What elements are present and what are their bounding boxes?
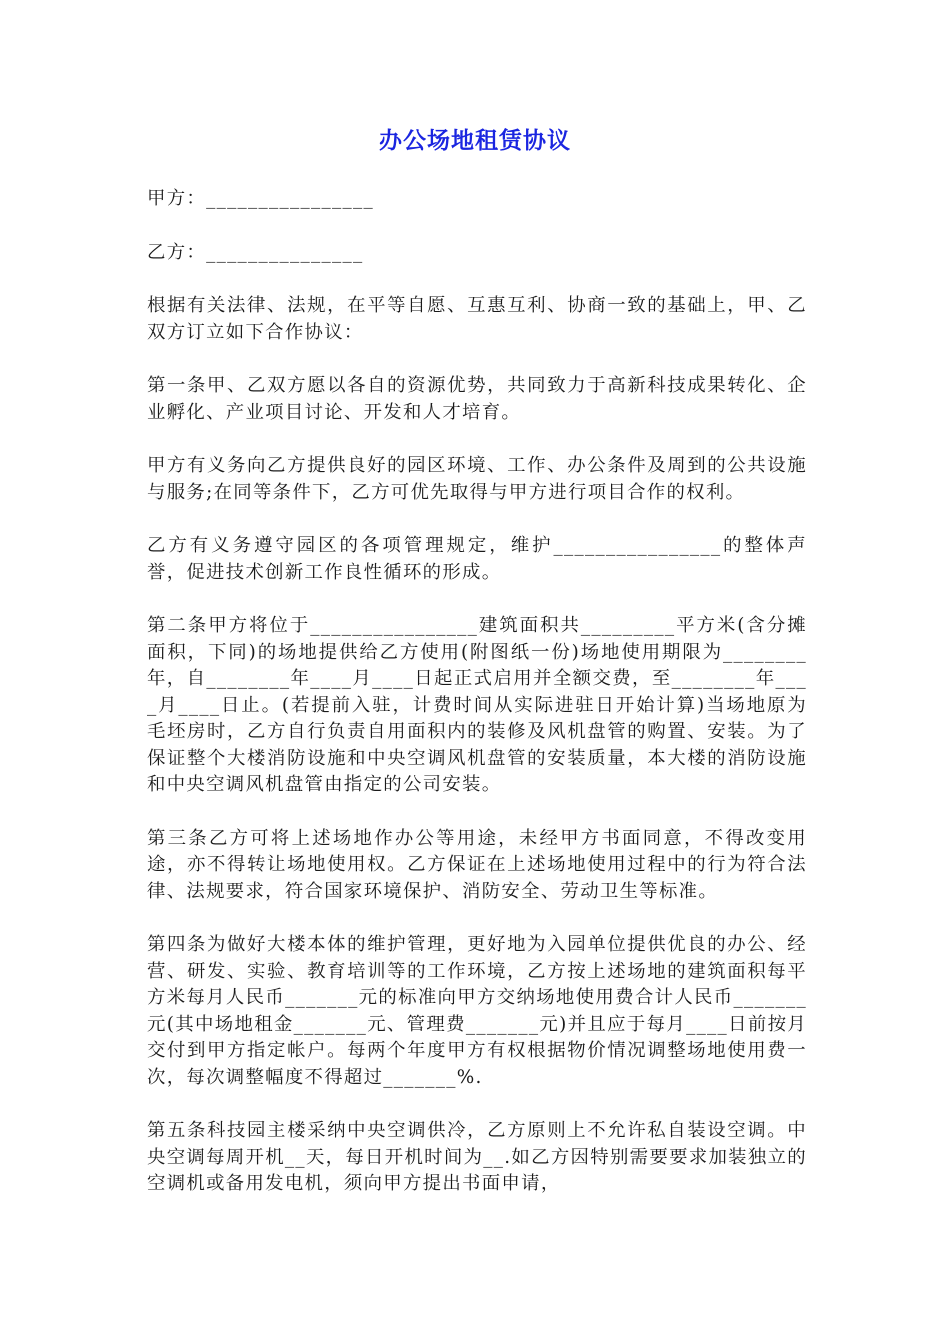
article-5-paragraph: 第五条科技园主楼采纳中央空调供冷，乙方原则上不允许私自装设空调。中央空调每周开机__天，每日开机时间为__.如乙方因特别需要要求加装独立的空调机或备用发电机，须向甲方提出书面申请， (147, 1120, 807, 1194)
article-1-paragraph: 第一条甲、乙双方愿以各自的资源优势，共同致力于高新科技成果转化、企业孵化、产业项目讨论、开发和人才培育。 (147, 375, 807, 423)
party-a-line: 甲方：________________ (147, 188, 374, 209)
party-b-line: 乙方：_______________ (147, 241, 364, 263)
party-b-obligation-paragraph: 乙方有义务遵守园区的各项管理规定，维护________________的整体声誉，促进技术创新工作良性循环的形成。 (147, 535, 807, 583)
party-a-obligation-paragraph: 甲方有义务向乙方提供良好的园区环境、工作、办公条件及周到的公共设施与服务;在同等条件下，乙方可优先取得与甲方进行项目合作的权利。 (147, 455, 807, 503)
article-2-paragraph: 第二条甲方将位于________________建筑面积共_________平方米(含分摊面积，下同)的场地提供给乙方使用(附图纸一份)场地使用期限为________年，自________年____月____日起正式启用并全额交费，至________年____月____日止。(若提前入驻，计费时间从实际进驻日开始计算)当场地原为毛坯房时，乙方自行负责自用面积内的装修及风机盘管的购置、安装。为了保证整个大楼消防设施和中央空调风机盘管的安装质量，本大楼的消防设施和中央空调风机盘管由指定的公司安装。 (147, 615, 807, 795)
article-3-paragraph: 第三条乙方可将上述场地作办公等用途，未经甲方书面同意，不得改变用途，亦不得转让场地使用权。乙方保证在上述场地使用过程中的行为符合法律、法规要求，符合国家环境保护、消防安全、劳动卫生等标准。 (147, 827, 807, 902)
document-title: 办公场地租赁协议 (379, 128, 571, 154)
document-body (147, 186, 807, 1225)
preamble-paragraph: 根据有关法律、法规，在平等自愿、互惠互利、协商一致的基础上，甲、乙双方订立如下合作协议： (147, 295, 807, 343)
article-4-paragraph: 第四条为做好大楼本体的维护管理，更好地为入园单位提供优良的办公、经营、研发、实验、教育培训等的工作环境，乙方按上述场地的建筑面积每平方米每月人民币_______元的标准向甲方交纳场地使用费合计人民币_______元(其中场地租金_______元、管理费_______元)并且应于每月____日前按月交付到甲方指定帐户。每两个年度甲方有权根据物价情况调整场地使用费一次，每次调整幅度不得超过_______%. (147, 934, 807, 1088)
